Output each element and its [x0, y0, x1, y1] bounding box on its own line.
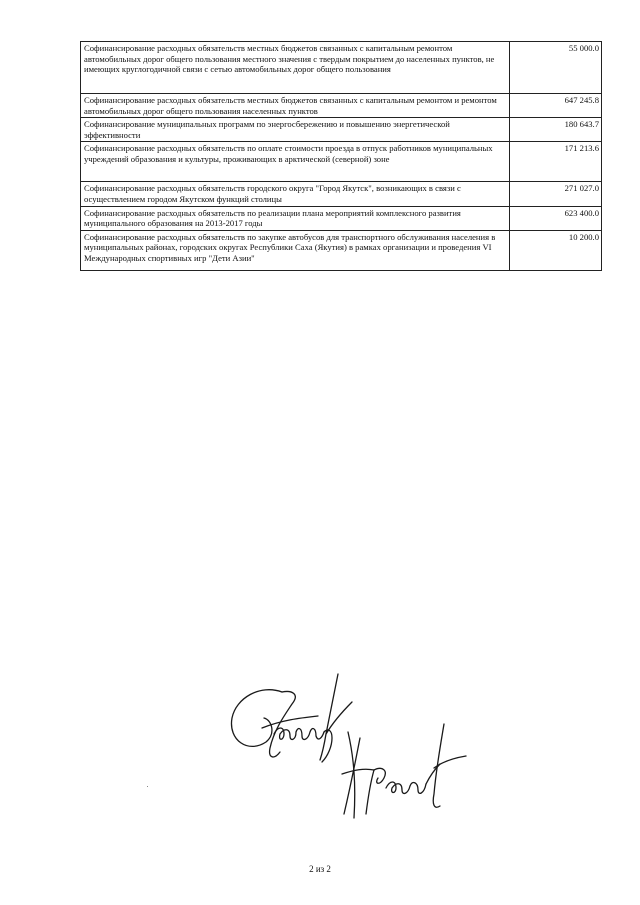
row-amount: 623 400.0 — [510, 206, 602, 230]
table-row — [81, 182, 602, 206]
table-row — [81, 230, 602, 270]
table-row — [81, 94, 602, 118]
row-description: Софинансирование расходных обязательств по реализации плана мероприятий комплексного развития муниципального образования на 2013-2017 годы — [81, 206, 510, 230]
signature-2 — [330, 718, 480, 828]
table-row — [81, 142, 602, 182]
scan-speck — [147, 786, 148, 787]
row-amount: 10 200.0 — [510, 230, 602, 270]
row-description: Софинансирование расходных обязательств по оплате стоимости проезда в отпуск работников муниципальных учреждений образования и культуры, проживающих в арктической (северной) зоне — [81, 142, 510, 182]
row-amount: 271 027.0 — [510, 182, 602, 206]
row-description: Софинансирование муниципальных программ по энергосбережению и повышению энергетической эффективности — [81, 118, 510, 142]
row-description: Софинансирование расходных обязательств по закупке автобусов для транспортного обслуживания населения в муниципальных районах, городских округах Республики Саха (Якутия) в рамках организации и проведения VI Международных спортивных игр "Дети Азии" — [81, 230, 510, 270]
table-row — [81, 206, 602, 230]
row-amount: 180 643.7 — [510, 118, 602, 142]
row-amount: 171 213.6 — [510, 142, 602, 182]
row-amount: 55 000.0 — [510, 42, 602, 94]
row-description: Софинансирование расходных обязательств местных бюджетов связанных с капитальным ремонтом и ремонтом автомобильных дорог общего пользования населенных пунктов — [81, 94, 510, 118]
row-description: Софинансирование расходных обязательств местных бюджетов связанных с капитальным ремонтом автомобильных дорог общего пользования местного значения с твердым покрытием до населенных пунктов, не имеющих круглогодичной связи с сетью автомобильных дорог общего пользования — [81, 42, 510, 94]
budget-table — [80, 41, 602, 271]
page-number: 2 из 2 — [309, 864, 331, 874]
table-row — [81, 118, 602, 142]
row-description: Софинансирование расходных обязательств городского округа "Город Якутск", возникающих в связи с осуществлением городом Якутском функций столицы — [81, 182, 510, 206]
row-amount: 647 245.8 — [510, 94, 602, 118]
table-row — [81, 42, 602, 94]
